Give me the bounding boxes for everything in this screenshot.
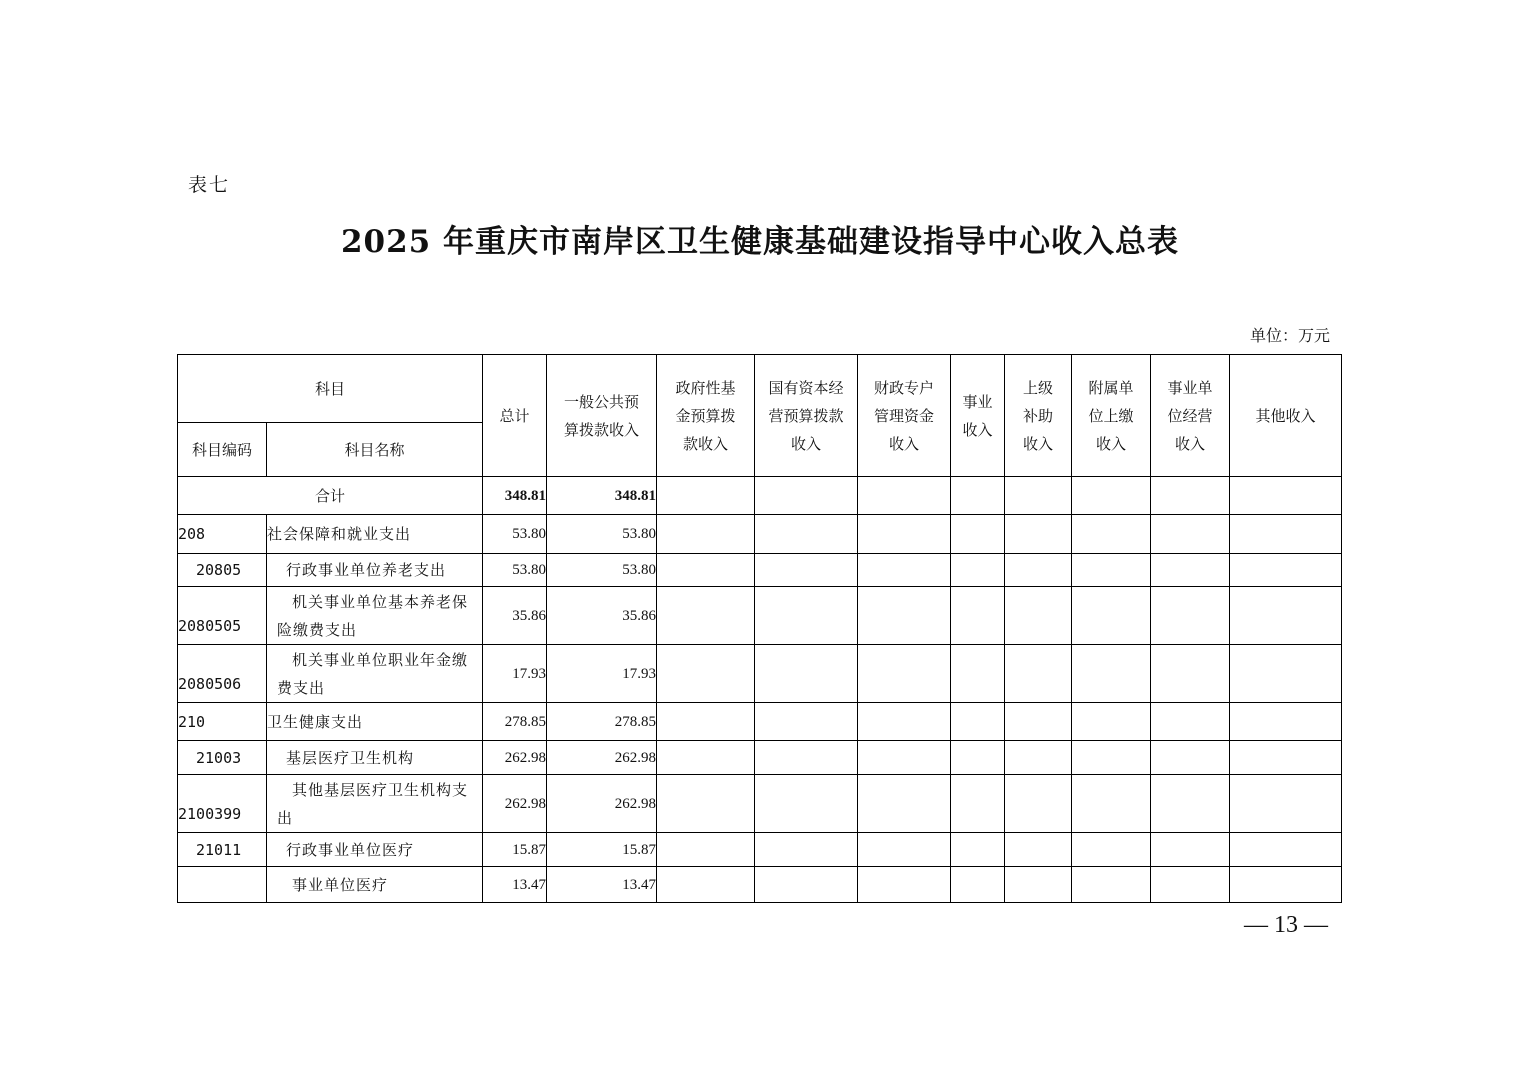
page-number: — 13 —: [1244, 912, 1328, 938]
header-other: 其他收入: [1230, 355, 1342, 477]
row-general: 13.47: [547, 867, 657, 903]
row-general: 262.98: [547, 741, 657, 775]
subject-code: 2080505: [178, 587, 267, 645]
total-total: 348.81: [483, 477, 547, 515]
subject-code: 20805: [178, 554, 267, 587]
subject-code: 210: [178, 703, 267, 741]
subject-code: [178, 867, 267, 903]
row-general: 262.98: [547, 775, 657, 833]
table-row: [178, 587, 1342, 645]
total-row: [178, 477, 1342, 515]
table-row: [178, 741, 1342, 775]
row-total: 262.98: [483, 775, 547, 833]
subject-code: 21011: [178, 833, 267, 867]
table-row: [178, 645, 1342, 703]
subject-name: 其他基层医疗卫生机构支出: [267, 775, 483, 833]
table-row: [178, 515, 1342, 554]
revenue-summary-table: [177, 354, 1342, 903]
subject-name: 社会保障和就业支出: [267, 515, 483, 554]
total-general: 348.81: [547, 477, 657, 515]
subject-code: 208: [178, 515, 267, 554]
row-total: 15.87: [483, 833, 547, 867]
subject-name: 基层医疗卫生机构: [267, 741, 483, 775]
header-subject: 科目: [178, 355, 483, 423]
row-total: 262.98: [483, 741, 547, 775]
subject-code: 2080506: [178, 645, 267, 703]
row-total: 35.86: [483, 587, 547, 645]
table-row: [178, 703, 1342, 741]
header-subject-name: 科目名称: [267, 423, 483, 477]
subject-code: 21003: [178, 741, 267, 775]
row-general: 53.80: [547, 515, 657, 554]
unit-label: 单位：万元: [1249, 326, 1330, 345]
row-total: 53.80: [483, 515, 547, 554]
row-general: 278.85: [547, 703, 657, 741]
total-label: 合计: [178, 477, 483, 515]
subject-name: 行政事业单位医疗: [267, 833, 483, 867]
table-row: [178, 554, 1342, 587]
header-business-operation: 事业单位经营收入: [1151, 355, 1230, 477]
header-superior-subsidy: 上级补助收入: [1005, 355, 1072, 477]
subject-code: 2100399: [178, 775, 267, 833]
table-row: [178, 867, 1342, 903]
header-business: 事业收入: [951, 355, 1005, 477]
row-total: 278.85: [483, 703, 547, 741]
row-general: 17.93: [547, 645, 657, 703]
header-general-budget: 一般公共预算拨款收入: [547, 355, 657, 477]
subject-name: 机关事业单位职业年金缴费支出: [267, 645, 483, 703]
row-total: 53.80: [483, 554, 547, 587]
subject-name: 行政事业单位养老支出: [267, 554, 483, 587]
row-total: 17.93: [483, 645, 547, 703]
header-gov-fund: 政府性基金预算拨款收入: [657, 355, 755, 477]
subject-name: 卫生健康支出: [267, 703, 483, 741]
row-total: 13.47: [483, 867, 547, 903]
page-title: 2025 年重庆市南岸区卫生健康基础建设指导中心收入总表: [340, 224, 1180, 260]
header-fiscal-special: 财政专户管理资金收入: [858, 355, 951, 477]
subject-name: 事业单位医疗: [267, 867, 483, 903]
header-total: 总计: [483, 355, 547, 477]
row-general: 35.86: [547, 587, 657, 645]
row-general: 15.87: [547, 833, 657, 867]
header-subject-code: 科目编码: [178, 423, 267, 477]
header-affiliated: 附属单位上缴收入: [1072, 355, 1151, 477]
table-label: 表七: [188, 174, 231, 196]
table-row: [178, 833, 1342, 867]
subject-name: 机关事业单位基本养老保险缴费支出: [267, 587, 483, 645]
table-row: [178, 775, 1342, 833]
row-general: 53.80: [547, 554, 657, 587]
header-state-capital: 国有资本经营预算拨款收入: [755, 355, 858, 477]
